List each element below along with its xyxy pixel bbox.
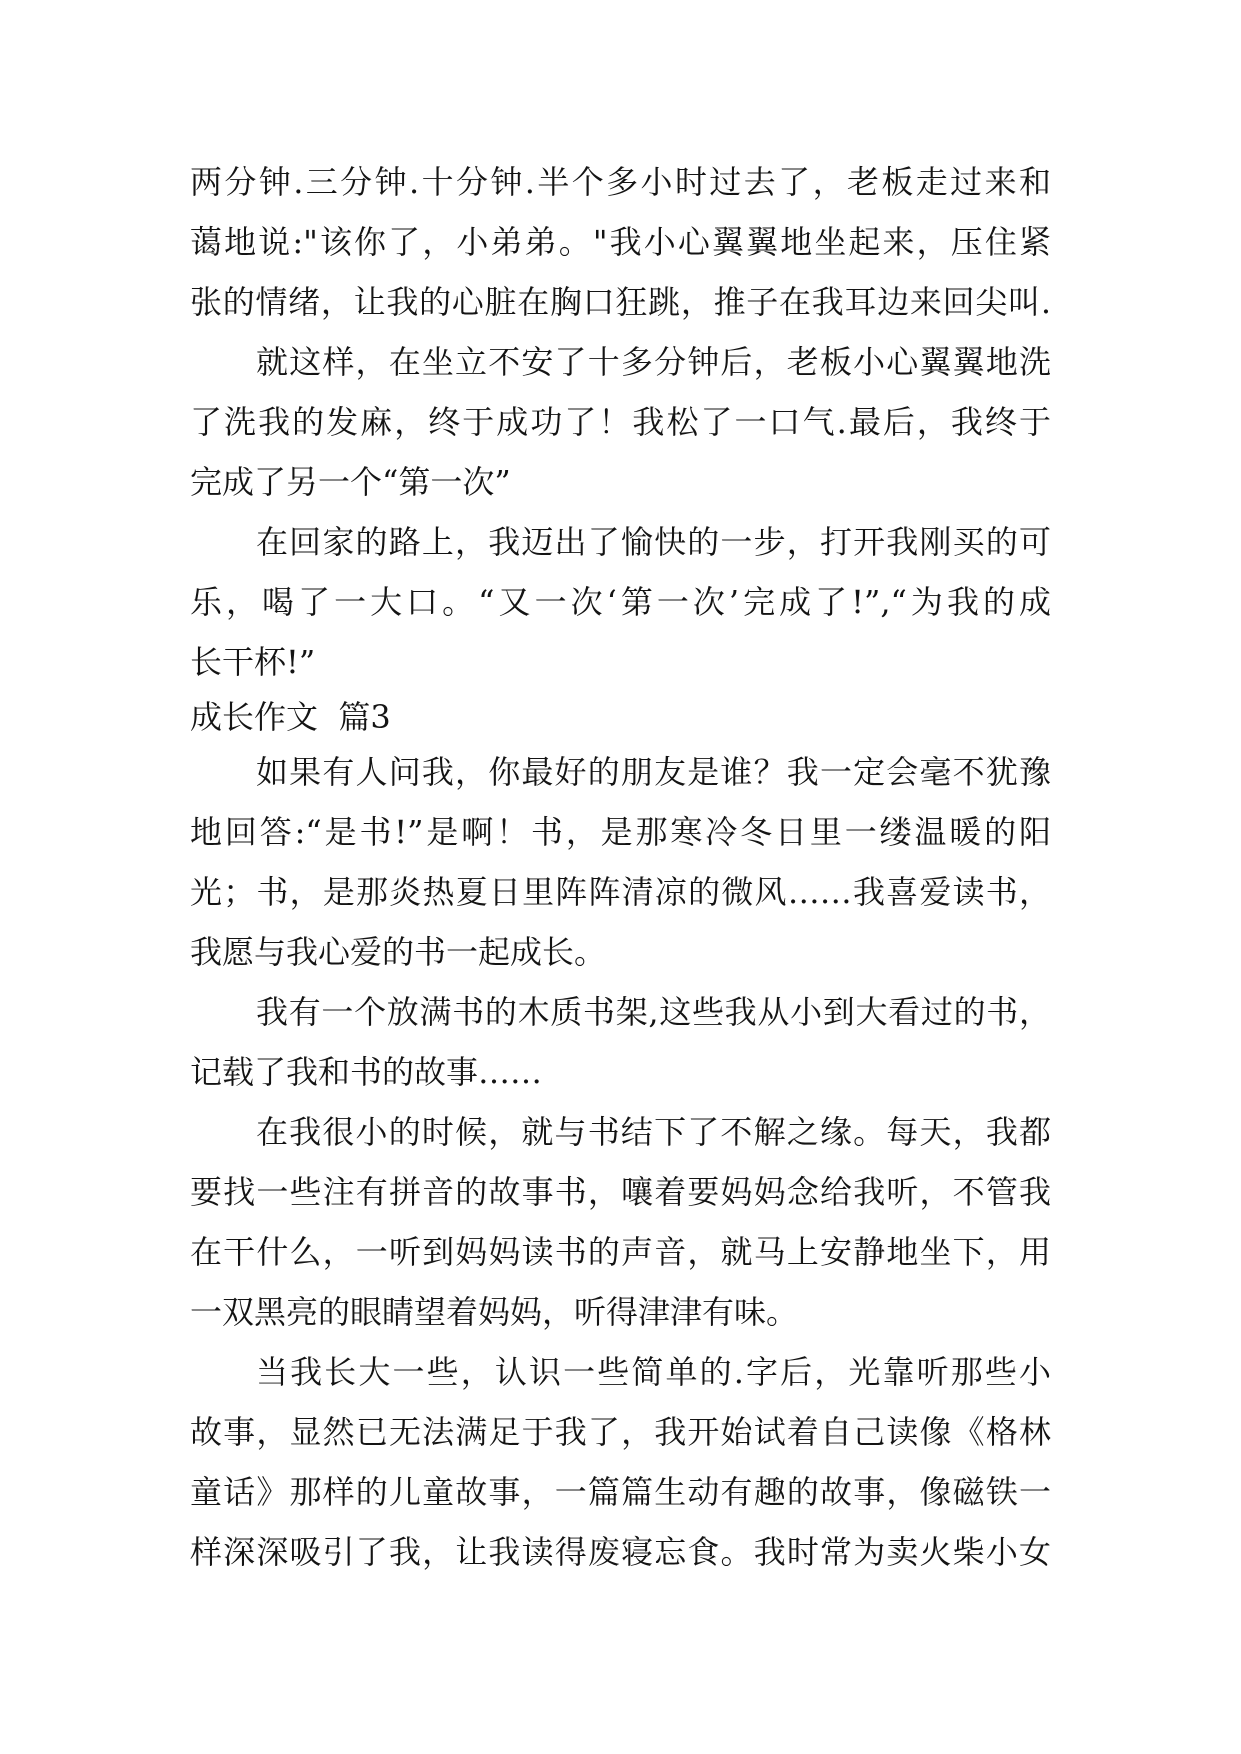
paragraph-line: 故事，显然已无法满足于我了，我开始试着自己读像《格林 xyxy=(190,1413,1051,1451)
paragraph-line: 童话》那样的儿童故事，一篇篇生动有趣的故事，像磁铁一 xyxy=(190,1473,1051,1511)
paragraph-line: 我愿与我心爱的书一起成长。 xyxy=(190,933,607,971)
paragraph-line: 就这样，在坐立不安了十多分钟后，老板小心翼翼地洗 xyxy=(256,343,1051,381)
paragraph xyxy=(190,982,1051,1102)
paragraph xyxy=(190,332,1051,512)
paragraph-line: 在我很小的时候，就与书结下了不解之缘。每天，我都 xyxy=(256,1113,1051,1151)
paragraph-line: 记载了我和书的故事…… xyxy=(190,1053,543,1091)
paragraph-line: 了洗我的发麻，终于成功了！我松了一口气.最后，我终于 xyxy=(190,403,1051,441)
paragraph-line: 一双黑亮的眼睛望着妈妈，听得津津有味。 xyxy=(190,1293,799,1331)
paragraph-line: 两分钟.三分钟.十分钟.半个多小时过去了，老板走过来和 xyxy=(190,163,1051,201)
paragraph-line: 如果有人问我，你最好的朋友是谁？我一定会毫不犹豫 xyxy=(256,753,1051,791)
essay-heading: 成长作文 篇3 xyxy=(190,698,391,736)
paragraph-line: 地回答:“是书!”是啊！书，是那寒冷冬日里一缕温暖的阳 xyxy=(190,813,1051,851)
paragraph-line: 当我长大一些，认识一些简单的.字后，光靠听那些小 xyxy=(256,1353,1051,1391)
paragraph-line: 张的情绪，让我的心脏在胸口狂跳，推子在我耳边来回尖叫. xyxy=(190,283,1051,321)
document-body xyxy=(190,152,1051,1582)
paragraph-line: 蔼地说:"该你了，小弟弟。"我小心翼翼地坐起来，压住紧 xyxy=(190,223,1051,261)
paragraph-line: 完成了另一个“第一次” xyxy=(190,463,511,501)
paragraph xyxy=(190,1102,1051,1342)
paragraph-line: 要找一些注有拼音的故事书，嚷着要妈妈念给我听，不管我 xyxy=(190,1173,1051,1211)
paragraph-line: 乐，喝了一大口。“又一次‘第一次’完成了!”,“为我的成 xyxy=(190,583,1051,621)
paragraph-line: 样深深吸引了我，让我读得废寝忘食。我时常为卖火柴小女 xyxy=(190,1533,1051,1571)
paragraph-line: 长干杯!” xyxy=(190,643,316,681)
paragraph xyxy=(190,1342,1051,1582)
paragraph-line: 在干什么，一听到妈妈读书的声音，就马上安静地坐下，用 xyxy=(190,1233,1051,1271)
paragraph-line: 在回家的路上，我迈出了愉快的一步，打开我刚买的可 xyxy=(256,523,1051,561)
paragraph xyxy=(190,742,1051,982)
paragraph xyxy=(190,512,1051,692)
paragraph xyxy=(190,152,1051,332)
paragraph-line: 光；书，是那炎热夏日里阵阵清凉的微风……我喜爱读书， xyxy=(190,873,1051,911)
paragraph-line: 我有一个放满书的木质书架,这些我从小到大看过的书， xyxy=(256,993,1051,1031)
